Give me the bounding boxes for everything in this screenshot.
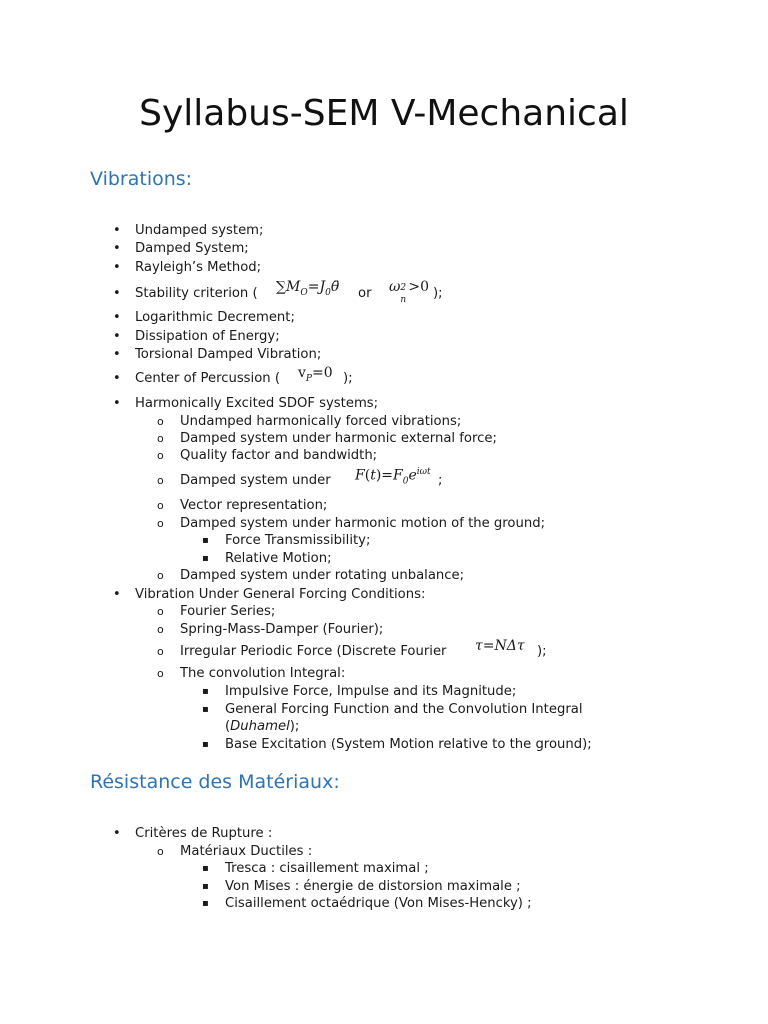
sub-list-item-end: ; — [438, 473, 443, 488]
page-title: Syllabus-SEM V-Mechanical — [139, 93, 629, 134]
list-item: Logarithmic Decrement; — [135, 310, 295, 325]
list-item-stability: Stability criterion ( — [135, 286, 258, 301]
section-heading-vibrations: Vibrations: — [90, 168, 193, 190]
sub-bullet: o — [157, 415, 164, 428]
sub-bullet: o — [157, 645, 164, 658]
sub-list-item: Irregular Periodic Force (Discrete Fourier — [180, 644, 447, 659]
bullet: • — [113, 241, 121, 256]
sub-list-item: Damped system under — [180, 473, 331, 488]
sub-bullet: o — [157, 499, 164, 512]
sub-bullet: o — [157, 623, 164, 636]
list-item: Torsional Damped Vibration; — [135, 347, 322, 362]
sub-bullet: o — [157, 845, 164, 858]
sub-list-item: The convolution Integral: — [180, 666, 346, 681]
sub-sub-bullet: ▪ — [202, 553, 209, 564]
sub-sub-bullet: ▪ — [202, 535, 209, 546]
sub-sub-bullet: ▪ — [202, 881, 209, 892]
bullet: • — [113, 396, 121, 411]
sub-sub-list-item-cont: (Duhamel); — [225, 719, 300, 734]
sub-list-item: Damped system under harmonic external force; — [180, 431, 497, 446]
bullet: • — [113, 260, 121, 275]
sub-sub-list-item: Impulsive Force, Impulse and its Magnitude; — [225, 684, 517, 699]
sub-bullet: o — [157, 432, 164, 445]
section-heading-resistance: Résistance des Matériaux: — [90, 771, 340, 793]
sub-sub-bullet: ▪ — [202, 863, 209, 874]
equation-moment: $\sum M_O=J_0\thetä$ — [276, 279, 340, 298]
sub-sub-list-item: Force Transmissibility; — [225, 533, 371, 548]
equation-tau: τ=NΔτ — [475, 638, 525, 654]
bullet: • — [113, 310, 121, 325]
sub-bullet: o — [157, 449, 164, 462]
list-item: Damped System; — [135, 241, 249, 256]
bullet: • — [113, 371, 121, 386]
sub-list-item-end: ); — [537, 644, 547, 659]
sub-sub-list-item: Cisaillement octaédrique (Von Mises-Hencky) ; — [225, 896, 532, 911]
sub-sub-list-item: Von Mises : énergie de distorsion maximale ; — [225, 879, 521, 894]
list-item: Rayleigh’s Method; — [135, 260, 262, 275]
or-text: or — [358, 286, 372, 301]
bullet: • — [113, 587, 121, 602]
list-item-stability-end: ); — [433, 286, 443, 301]
sub-list-item: Damped system under rotating unbalance; — [180, 568, 465, 583]
sub-bullet: o — [157, 605, 164, 618]
bullet: • — [113, 329, 121, 344]
sub-list-item: Damped system under harmonic motion of the ground; — [180, 516, 546, 531]
sub-sub-bullet: ▪ — [202, 898, 209, 909]
list-item-percussion: Center of Percussion ( — [135, 371, 280, 386]
sub-sub-list-item: Base Excitation (System Motion relative to the ground); — [225, 737, 592, 752]
list-item: Harmonically Excited SDOF systems; — [135, 396, 379, 411]
sub-sub-list-item: Tresca : cisaillement maximal ; — [225, 861, 429, 876]
bullet: • — [113, 826, 121, 841]
equation-velocity: $v_P=0$ — [298, 365, 333, 384]
list-item: Vibration Under General Forcing Conditions: — [135, 587, 426, 602]
sub-sub-bullet: ▪ — [202, 686, 209, 697]
sub-sub-bullet: ▪ — [202, 704, 209, 715]
list-item: Undamped system; — [135, 223, 264, 238]
sub-list-item: Undamped harmonically forced vibrations; — [180, 414, 462, 429]
equation-force: $F(t)=F_0e^{i\omega t}$ — [355, 467, 431, 487]
bullet: • — [113, 347, 121, 362]
list-item: Critères de Rupture : — [135, 826, 273, 841]
bullet: • — [113, 223, 121, 238]
sub-bullet: o — [157, 667, 164, 680]
list-item-percussion-end: ); — [343, 371, 353, 386]
sub-bullet: o — [157, 474, 164, 487]
sub-list-item: Fourier Series; — [180, 604, 276, 619]
sub-bullet: o — [157, 569, 164, 582]
bullet: • — [113, 286, 121, 301]
sub-sub-bullet: ▪ — [202, 739, 209, 750]
sub-sub-list-item: Relative Motion; — [225, 551, 332, 566]
sub-list-item: Quality factor and bandwidth; — [180, 448, 378, 463]
list-item: Dissipation of Energy; — [135, 329, 280, 344]
sub-list-item: Spring-Mass-Damper (Fourier); — [180, 622, 384, 637]
sub-sub-list-item: General Forcing Function and the Convolution Integral — [225, 702, 583, 717]
sub-list-item: Matériaux Ductiles : — [180, 844, 313, 859]
sub-list-item: Vector representation; — [180, 498, 328, 513]
sub-bullet: o — [157, 517, 164, 530]
equation-omega: ω 2 n >0 — [389, 279, 430, 305]
